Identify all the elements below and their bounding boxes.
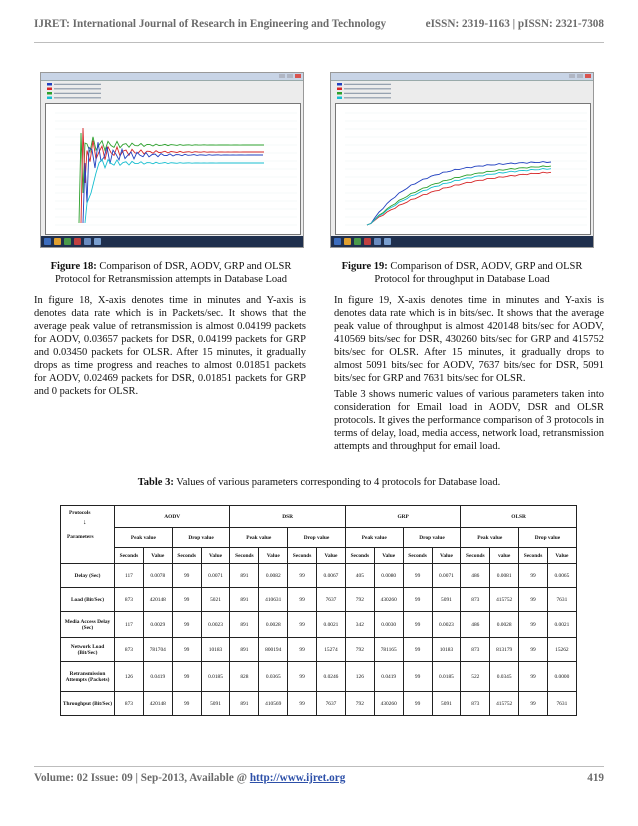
table-cell: 99 <box>172 692 201 716</box>
unit-header: Value <box>547 548 576 564</box>
table-cell: 0.0419 <box>374 662 403 692</box>
table-cell: 99 <box>403 564 432 588</box>
header-rule <box>34 42 604 43</box>
table-cell: 781165 <box>374 638 403 662</box>
figure-19-caption-text: Comparison of DSR, AODV, GRP and OLSR Protocol for throughput in Database Load <box>374 261 583 285</box>
protocol-header: GRP <box>345 506 460 528</box>
table-cell: 0.0080 <box>374 564 403 588</box>
table-cell: 873 <box>461 638 490 662</box>
page-footer <box>34 772 604 790</box>
protocol-header: OLSR <box>461 506 576 528</box>
unit-header: Value <box>259 548 288 564</box>
table-cell: 873 <box>115 588 144 612</box>
figure-18-chart <box>41 73 303 247</box>
table-cell: 410569 <box>259 692 288 716</box>
table-cell: 5021 <box>201 588 230 612</box>
table-cell: 99 <box>403 612 432 638</box>
table-cell: 0.0365 <box>259 662 288 692</box>
table-cell: 15274 <box>317 638 346 662</box>
table-cell: 10183 <box>201 638 230 662</box>
unit-header: Value <box>201 548 230 564</box>
table-cell: 828 <box>230 662 259 692</box>
table-cell: 99 <box>519 588 548 612</box>
table-cell: 0.0081 <box>490 564 519 588</box>
table-cell: 99 <box>403 662 432 692</box>
table-cell: 0.0023 <box>432 612 461 638</box>
table-cell: 342 <box>345 612 374 638</box>
table-cell: 99 <box>519 612 548 638</box>
table-cell: 0.0021 <box>547 612 576 638</box>
table-3-caption-text: Values of various parameters corresponding to 4 protocols for Database load. <box>173 477 501 488</box>
figure-18-caption <box>48 260 294 286</box>
series-line-blue <box>83 142 263 223</box>
table-cell: 0.0028 <box>259 612 288 638</box>
table-cell: 0.0023 <box>201 612 230 638</box>
unit-header: Value <box>317 548 346 564</box>
issn-info: eISSN: 2319-1163 | pISSN: 2321-7308 <box>425 18 604 30</box>
right-paragraph-1: In figure 19, X-axis denotes time in minutes and Y-axis is denotes data rate which is in bits/sec. It shows that the average peak value of throughput is almost 420148 bits/sec for AODV, 410569 bits/sec for DSR, 430260 bits/sec for GRP and 415752 bits/sec for OLSR. After 15 minutes, it gradually drops to almost 5091 bits/sec for AODV, 7637 bits/sec for DSR, 5091 bits/sec for GRP and 7631 bits/sec for OLSR. <box>334 295 604 384</box>
table-cell: 0.0028 <box>490 612 519 638</box>
table-cell: 410631 <box>259 588 288 612</box>
unit-header: Value <box>432 548 461 564</box>
table-cell: 7637 <box>317 692 346 716</box>
parameter-name: Load (Bit/Sec) <box>61 588 115 612</box>
table-cell: 99 <box>172 662 201 692</box>
legend-swatch <box>47 92 52 95</box>
table-cell: 15262 <box>547 638 576 662</box>
table-cell: 99 <box>288 612 317 638</box>
unit-header: Value <box>143 548 172 564</box>
figure-19-caption <box>336 260 588 286</box>
legend-swatch <box>337 97 342 100</box>
value-type-header: Peak value <box>461 528 519 548</box>
table-cell: 126 <box>115 662 144 692</box>
table-cell: 0.0185 <box>201 662 230 692</box>
parameter-name: Retransmission Attempts (Packets) <box>61 662 115 692</box>
table-cell: 7631 <box>547 692 576 716</box>
value-type-header: Drop value <box>403 528 461 548</box>
table-cell: 0.0065 <box>547 564 576 588</box>
unit-header: Seconds <box>172 548 201 564</box>
taskbar <box>41 236 303 247</box>
arrow-down-icon: ↓ <box>83 518 87 526</box>
table-cell: 891 <box>230 588 259 612</box>
table-cell: 5091 <box>432 692 461 716</box>
table-cell: 430260 <box>374 692 403 716</box>
table-cell: 0.0000 <box>547 662 576 692</box>
table-cell: 486 <box>461 564 490 588</box>
table-row <box>61 692 577 716</box>
figure-19-label: Figure 19: <box>341 261 388 272</box>
table-cell: 117 <box>115 612 144 638</box>
value-type-header: Drop value <box>519 528 577 548</box>
table-cell: 0.0345 <box>490 662 519 692</box>
table-cell: 99 <box>519 564 548 588</box>
unit-header: Value <box>374 548 403 564</box>
table-cell: 7637 <box>317 588 346 612</box>
legend-swatch <box>47 88 52 91</box>
table-row <box>61 612 577 638</box>
unit-header: Seconds <box>403 548 432 564</box>
table-cell: 0.0078 <box>143 564 172 588</box>
table-cell: 99 <box>403 588 432 612</box>
unit-header: Seconds <box>230 548 259 564</box>
table-cell: 0.0030 <box>374 612 403 638</box>
parameter-name: Throughput (Bit/Sec) <box>61 692 115 716</box>
table-cell: 891 <box>230 564 259 588</box>
parameters-label: Parameters <box>67 534 94 540</box>
value-type-header: Peak value <box>345 528 403 548</box>
parameter-name: Delay (Sec) <box>61 564 115 588</box>
figure-18-label: Figure 18: <box>50 261 97 272</box>
table-cell: 10183 <box>432 638 461 662</box>
table-cell: 420148 <box>143 692 172 716</box>
legend-swatch <box>47 97 52 100</box>
table-cell: 891 <box>230 692 259 716</box>
table-cell: 0.0246 <box>317 662 346 692</box>
table-cell: 0.0021 <box>317 612 346 638</box>
value-type-header: Peak value <box>230 528 288 548</box>
table-cell: 873 <box>461 588 490 612</box>
table-cell: 800194 <box>259 638 288 662</box>
legend-swatch <box>47 83 52 86</box>
value-type-header: Drop value <box>288 528 346 548</box>
unit-header: Seconds <box>115 548 144 564</box>
figure-19-image <box>330 72 594 248</box>
table-cell: 99 <box>288 564 317 588</box>
table-cell: 486 <box>461 612 490 638</box>
figure-18-image <box>40 72 304 248</box>
footer-volume: Volume: 02 Issue: 09 | Sep-2013, Available @ http://www.ijret.org <box>34 772 346 784</box>
table-cell: 7631 <box>547 588 576 612</box>
journal-link[interactable]: http://www.ijret.org <box>249 772 346 784</box>
table-row <box>61 588 577 612</box>
unit-header: Seconds <box>345 548 374 564</box>
unit-header: value <box>490 548 519 564</box>
table-cell: 873 <box>115 638 144 662</box>
table-cell: 792 <box>345 588 374 612</box>
table-cell: 5091 <box>432 588 461 612</box>
table-cell: 99 <box>288 638 317 662</box>
table-cell: 99 <box>172 638 201 662</box>
table-cell: 405 <box>345 564 374 588</box>
series-line-blue <box>367 162 551 225</box>
table-3 <box>60 505 577 716</box>
unit-header: Seconds <box>461 548 490 564</box>
table-cell: 873 <box>115 692 144 716</box>
table-cell: 99 <box>519 692 548 716</box>
left-paragraph: In figure 18, X-axis denotes time in minutes and Y-axis is denotes data rate which is in Packets/sec. It shows that the average peak value of retransmission is almost 0.04199 packets for AODV, 0.03657 packets for DSR, 0.04199 packets for GRP and 0.03450 packets for OLSR. After 15 minutes, it gradually drops as time progress and reaches to almost 0.01851 packets for AODV, 0.02469 packets for DSR, 0.01851 packets for GRP and 0 packets for OLSR. <box>34 295 306 397</box>
parameter-name: Network Load (Bit/Sec) <box>61 638 115 662</box>
table-cell: 0.0082 <box>259 564 288 588</box>
table-cell: 873 <box>461 692 490 716</box>
table-cell: 99 <box>288 662 317 692</box>
page-header <box>34 18 604 38</box>
value-type-header: Peak value <box>115 528 173 548</box>
unit-header: Seconds <box>519 548 548 564</box>
table-row <box>61 662 577 692</box>
table-cell: 99 <box>519 638 548 662</box>
table-cell: 126 <box>345 662 374 692</box>
table-cell: 0.0185 <box>432 662 461 692</box>
legend-swatch <box>337 92 342 95</box>
table-3-caption <box>34 477 604 488</box>
table-cell: 5091 <box>201 692 230 716</box>
table-cell: 415752 <box>490 692 519 716</box>
legend-swatch <box>337 88 342 91</box>
protocol-header: DSR <box>230 506 345 528</box>
table-cell: 430260 <box>374 588 403 612</box>
table-cell: 117 <box>115 564 144 588</box>
table-row <box>61 638 577 662</box>
parameter-name: Media Access Delay (Sec) <box>61 612 115 638</box>
table-cell: 99 <box>172 612 201 638</box>
table-cell: 522 <box>461 662 490 692</box>
table-cell: 0.0067 <box>317 564 346 588</box>
taskbar <box>331 236 593 247</box>
figure-18-caption-text: Comparison of DSR, AODV, GRP and OLSR Protocol for Retransmission attempts in Database Load <box>54 261 292 285</box>
table-cell: 99 <box>519 662 548 692</box>
table-cell: 813179 <box>490 638 519 662</box>
series-line-green <box>79 133 264 223</box>
right-paragraph-2: Table 3 shows numeric values of various parameters taken into consideration for Email load in AODV, DSR and OLSR protocols. It gives the performance comparison of 3 protocols in terms of delay, load, media access, network load, retransmission attempts and throughput for email load. <box>334 389 605 452</box>
table-cell: 891 <box>230 612 259 638</box>
footer-rule <box>34 766 604 767</box>
table-cell: 99 <box>288 588 317 612</box>
table-cell: 99 <box>172 564 201 588</box>
table-row <box>61 564 577 588</box>
table-3-label: Table 3: <box>137 477 174 488</box>
table-cell: 781704 <box>143 638 172 662</box>
table-cell: 0.0029 <box>143 612 172 638</box>
table-cell: 792 <box>345 638 374 662</box>
journal-name: IJRET: International Journal of Research in Engineering and Technology <box>34 18 387 30</box>
table-cell: 420148 <box>143 588 172 612</box>
table-cell: 99 <box>403 638 432 662</box>
table-cell: 415752 <box>490 588 519 612</box>
protocols-label: Protocols <box>69 510 91 516</box>
unit-header: Seconds <box>288 548 317 564</box>
table-cell: 0.0419 <box>143 662 172 692</box>
table-cell: 792 <box>345 692 374 716</box>
table-cell: 99 <box>172 588 201 612</box>
protocol-header: AODV <box>115 506 230 528</box>
table-cell: 0.0071 <box>201 564 230 588</box>
page-number: 419 <box>587 772 604 784</box>
table-corner-cell <box>61 506 115 564</box>
figure-19-chart <box>331 73 593 247</box>
table-cell: 99 <box>288 692 317 716</box>
table-cell: 891 <box>230 638 259 662</box>
legend-swatch <box>337 83 342 86</box>
table-cell: 0.0071 <box>432 564 461 588</box>
value-type-header: Drop value <box>172 528 230 548</box>
table-cell: 99 <box>403 692 432 716</box>
